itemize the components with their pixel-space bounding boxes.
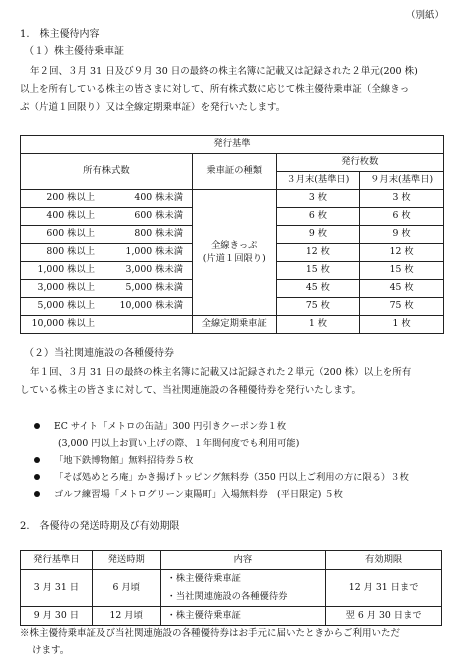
list-item <box>34 486 409 503</box>
shares-from: 200 株以上 <box>46 192 95 204</box>
schedule-table <box>20 550 442 626</box>
type-zensen: 全線きっぷ <box>210 239 258 251</box>
table-header-criteria: 発行基準 <box>21 136 444 154</box>
sub1-line2: 以上を所有している株主の皆さまに対して、所有株式数に応じて株主優待乗車証（全線きっ <box>20 84 410 95</box>
type-zensen-note: (片道１回限り) <box>202 252 266 264</box>
table-row <box>21 190 444 208</box>
count-september: 15 枚 <box>360 262 444 280</box>
type-zensen-cell <box>192 190 276 316</box>
sub2-line1: 年１回、３月 31 日の最終の株主名簿に記載又は記録された２単元（200 株）以上を所有 <box>30 367 412 378</box>
bullet-icon <box>34 457 40 463</box>
issuance-criteria-table <box>20 135 444 334</box>
sub1-line3: ぷ（片道１回限り）又は全線定期乗車証）を発行いたします。 <box>20 102 286 113</box>
shares-from: 600 株以上 <box>46 228 95 240</box>
col-header-base-date: 発行基準日 <box>21 551 93 570</box>
shares-from: 400 株以上 <box>46 210 95 222</box>
footnote-line2: けます。 <box>32 645 70 656</box>
validity: 翌 6 月 30 日まで <box>326 607 442 626</box>
count-september: 6 枚 <box>360 208 444 226</box>
col-header-type: 乗車証の種類 <box>192 154 276 190</box>
count-march: 6 枚 <box>276 208 360 226</box>
shares-from: 800 株以上 <box>46 246 95 258</box>
section1-title: 1. 株主優待内容 <box>20 29 100 40</box>
sub1-title: （１）株主優待乗車証 <box>24 46 124 57</box>
count-march: 75 枚 <box>276 298 360 316</box>
sub2-paragraph <box>20 364 448 400</box>
ship-timing: 12 月頃 <box>92 607 160 626</box>
base-date: 9 月 30 日 <box>21 607 93 626</box>
col-header-validity: 有効期限 <box>326 551 442 570</box>
list-item-text: EC サイト「メトロの缶詰」300 円引きクーポン券１枚 <box>54 421 287 432</box>
count-september: 3 枚 <box>360 190 444 208</box>
table-row <box>21 570 442 589</box>
content-item: ・株主優待乗車証 <box>160 607 326 626</box>
bullet-icon <box>34 474 40 480</box>
voucher-list <box>34 418 409 503</box>
list-item-text: 「そば処めとろ庵」かき揚げトッピング無料券（350 円以上ご利用の方に限る）３枚 <box>54 472 409 483</box>
section2-title: 2. 各優待の発送時期及び有効期限 <box>20 521 180 532</box>
shares-to: 1,000 株未満 <box>125 246 183 258</box>
validity: 12 月 31 日まで <box>326 570 442 607</box>
sub1-line1: 年２回、３月 31 日及び９月 30 日の最終の株主名簿に記載又は記録された２単元(200 株) <box>30 66 418 77</box>
count-march: 45 枚 <box>276 280 360 298</box>
bullet-icon <box>34 423 40 429</box>
count-march: 1 枚 <box>276 316 360 334</box>
shares-to: 400 株未満 <box>134 192 183 204</box>
count-september: 1 枚 <box>360 316 444 334</box>
count-september: 45 枚 <box>360 280 444 298</box>
table-row <box>21 607 442 626</box>
shares-to: 800 株未満 <box>134 228 183 240</box>
footnote <box>20 625 450 659</box>
sub1-paragraph <box>20 63 448 117</box>
list-item-text: 「地下鉄博物館」無料招待券５枚 <box>54 455 194 466</box>
count-march: 12 枚 <box>276 244 360 262</box>
shares-from: 5,000 株以上 <box>37 300 95 312</box>
bullet-icon <box>34 491 40 497</box>
count-march: 9 枚 <box>276 226 360 244</box>
content-item: ・当社関連施設の各種優待券 <box>160 588 326 607</box>
count-march: 3 枚 <box>276 190 360 208</box>
col-header-ship: 発送時期 <box>92 551 160 570</box>
col-header-september: ９月末(基準日) <box>360 172 444 190</box>
list-item <box>34 418 409 435</box>
type-teiki: 全線定期乗車証 <box>192 316 276 334</box>
col-header-shares: 所有株式数 <box>21 154 193 190</box>
shares-from: 3,000 株以上 <box>37 282 95 294</box>
count-september: 12 枚 <box>360 244 444 262</box>
count-september: 9 枚 <box>360 226 444 244</box>
base-date: 3 月 31 日 <box>21 570 93 607</box>
list-item <box>34 452 409 469</box>
annex-label: （別紙） <box>405 10 444 21</box>
count-march: 15 枚 <box>276 262 360 280</box>
count-september: 75 枚 <box>360 298 444 316</box>
content-item: ・株主優待乗車証 <box>160 570 326 589</box>
table-row <box>21 316 444 334</box>
sub2-title: （２）当社関連施設の各種優待券 <box>24 348 174 359</box>
shares-to: 600 株未満 <box>134 210 183 222</box>
shares-to: 10,000 株未満 <box>119 300 183 312</box>
shares-from: 1,000 株以上 <box>37 264 95 276</box>
footnote-line1: ※株主優待乗車証及び当社関連施設の各種優待券はお手元に届いたときからご利用いただ <box>20 628 401 639</box>
col-header-count: 発行枚数 <box>276 154 443 172</box>
col-header-content: 内容 <box>160 551 326 570</box>
ship-timing: 6 月頃 <box>92 570 160 607</box>
list-item-note: (3,000 円以上お買い上げの際、１年間何度でも利用可能) <box>58 438 300 449</box>
col-header-march: ３月末(基準日) <box>276 172 360 190</box>
list-item-text: ゴルフ練習場「メトログリーン東陽町」入場無料券 (平日限定) ５枚 <box>54 489 343 500</box>
shares-from: 10,000 株以上 <box>31 318 95 330</box>
shares-to: 3,000 株未満 <box>125 264 183 276</box>
list-item <box>34 469 409 486</box>
sub2-line2: している株主の皆さまに対して、当社関連施設の各種優待券を発行いたします。 <box>20 385 362 396</box>
shares-to: 5,000 株未満 <box>125 282 183 294</box>
